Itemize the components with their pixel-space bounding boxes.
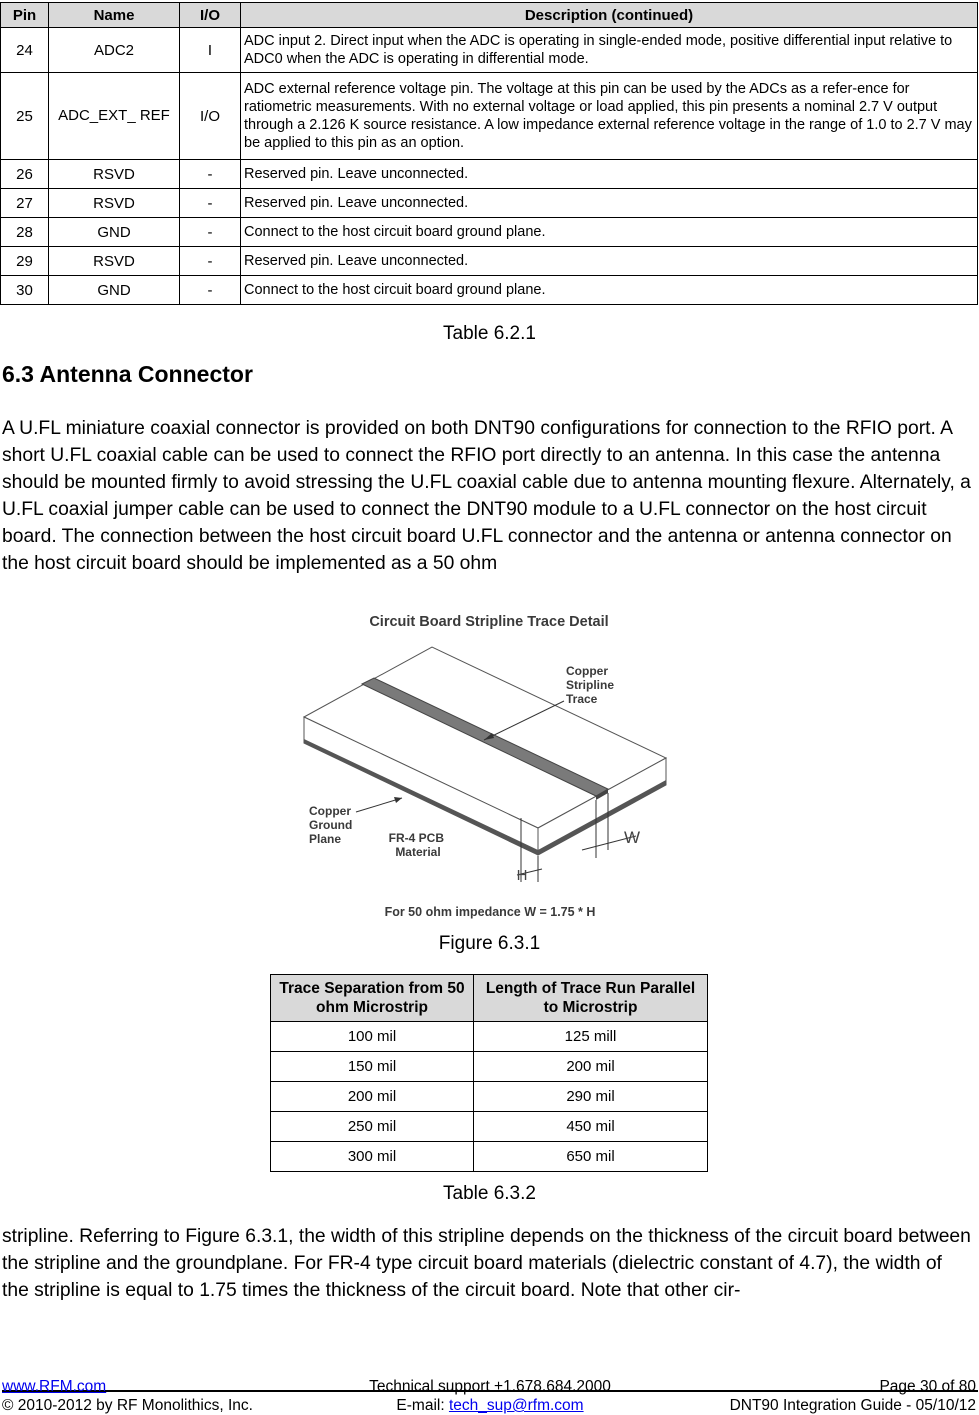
pin-cell: 28 bbox=[1, 218, 49, 247]
pin-table-header bbox=[1, 3, 978, 28]
email-link[interactable]: tech_sup@rfm.com bbox=[448, 1397, 584, 1414]
table-row bbox=[1, 247, 978, 276]
trace-label-line-2: Stripline bbox=[566, 678, 615, 692]
footer-right bbox=[730, 1377, 976, 1415]
support-phone: Technical support +1.678.684.2000 bbox=[369, 1378, 611, 1395]
pin-cell: 27 bbox=[1, 189, 49, 218]
separation-cell: 200 mil bbox=[271, 1082, 474, 1112]
continuation-paragraph: stripline. Referring to Figure 6.3.1, the width of this stripline depends on the thickness of the circuit board between the stripline and the groundplane. For FR-4 type circuit board materials (dielectric constant of 4.7), the width of the stripline is equal to 1.75 times the thickness of the circuit board. Note that other cir- bbox=[2, 1226, 971, 1301]
section-heading: 6.3 Antenna Connector bbox=[2, 361, 253, 387]
pin-cell: 29 bbox=[1, 247, 49, 276]
pin-cell: 25 bbox=[1, 73, 49, 160]
figure-caption: Figure 6.3.1 bbox=[438, 933, 541, 954]
table-row bbox=[1, 276, 978, 305]
pin-table bbox=[0, 2, 978, 305]
material-label-line-1: FR-4 PCB bbox=[388, 831, 444, 845]
separation-cell: 250 mil bbox=[271, 1112, 474, 1142]
h-label: H bbox=[516, 867, 528, 884]
description-cell: ADC external reference voltage pin. The voltage at this pin can be used by the ADCs as a refer-ence for ratiometric measurements. With no external voltage or load applied, this pin presents a nominal 2.7 V output through a 2.126 K source resistance. A low impedance external reference voltage in the range of 1.0 to 2.7 V may be applied to this pin as an option. bbox=[241, 73, 978, 160]
name-cell bbox=[49, 73, 180, 160]
table-row bbox=[1, 160, 978, 189]
trace-label-line-1: Copper bbox=[566, 664, 608, 678]
name-cell: RSVD bbox=[49, 247, 180, 276]
description-cell: Connect to the host circuit board ground plane. bbox=[241, 276, 978, 305]
trace-label-line-3: Trace bbox=[566, 692, 598, 706]
description-cell: Connect to the host circuit board ground plane. bbox=[241, 218, 978, 247]
table-row bbox=[271, 1112, 708, 1142]
material-label-line-2: Material bbox=[395, 845, 441, 859]
ground-label-line-2: Ground bbox=[309, 818, 353, 832]
table-row bbox=[1, 218, 978, 247]
io-cell: - bbox=[180, 276, 241, 305]
header-name: Name bbox=[49, 3, 180, 28]
ground-label bbox=[309, 804, 356, 846]
separation-cell: 100 mil bbox=[271, 1022, 474, 1052]
section-paragraph: A U.FL miniature coaxial connector is provided on both DNT90 configurations for connection to the RFIO port. A short U.FL coaxial cable can be used to connect the RFIO port directly to an antenna. In this case the antenna should be mounted firmly to avoid stressing the U.FL coaxial cable due to antenna mounting flexure. Alternately, a U.FL coaxial jumper cable can be used to connect the DNT90 module to a U.FL connector on the host circuit board. The connection between the host circuit board U.FL connector and the antenna or antenna connector on the host circuit board should be implemented as a 50 ohm bbox=[2, 418, 971, 574]
table-row bbox=[271, 1052, 708, 1082]
description-cell: Reserved pin. Leave unconnected. bbox=[241, 247, 978, 276]
header-length: Length of Trace Run Parallel to Microstrip bbox=[474, 975, 708, 1022]
figure-title: Circuit Board Stripline Trace Detail bbox=[369, 614, 609, 630]
io-cell: I bbox=[180, 28, 241, 73]
material-label bbox=[389, 831, 448, 859]
pin-cell: 24 bbox=[1, 28, 49, 73]
impedance-note: For 50 ohm impedance W = 1.75 * H bbox=[384, 905, 596, 919]
ground-label-line-3: Plane bbox=[309, 832, 342, 846]
email-label: E-mail: bbox=[396, 1397, 449, 1414]
table-row bbox=[1, 189, 978, 218]
trace-table-header bbox=[271, 975, 708, 1022]
header-pin: Pin bbox=[1, 3, 49, 28]
separation-cell: 150 mil bbox=[271, 1052, 474, 1082]
trace-label bbox=[566, 664, 617, 706]
trace-table-caption: Table 6.3.2 bbox=[443, 1183, 536, 1204]
length-cell: 450 mil bbox=[474, 1112, 708, 1142]
description-cell: Reserved pin. Leave unconnected. bbox=[241, 160, 978, 189]
stripline-figure bbox=[290, 600, 690, 925]
description-cell: Reserved pin. Leave unconnected. bbox=[241, 189, 978, 218]
io-cell: I/O bbox=[180, 73, 241, 160]
io-cell: - bbox=[180, 218, 241, 247]
length-cell: 125 mill bbox=[474, 1022, 708, 1052]
table-row bbox=[271, 1022, 708, 1052]
trace-table bbox=[270, 974, 708, 1172]
name-cell: ADC2 bbox=[49, 28, 180, 73]
ground-arrowhead bbox=[394, 797, 402, 803]
name-cell: GND bbox=[49, 276, 180, 305]
pin-cell: 26 bbox=[1, 160, 49, 189]
table-row bbox=[271, 1142, 708, 1172]
table-row bbox=[271, 1082, 708, 1112]
footer-center bbox=[300, 1377, 680, 1415]
io-cell: - bbox=[180, 160, 241, 189]
table-row bbox=[1, 73, 978, 160]
w-label: W bbox=[623, 828, 641, 847]
doc-title: DNT90 Integration Guide - 05/10/12 bbox=[729, 1397, 976, 1414]
website-link[interactable]: www.RFM.com bbox=[2, 1378, 107, 1395]
name-cell: RSVD bbox=[49, 160, 180, 189]
length-cell: 650 mil bbox=[474, 1142, 708, 1172]
header-description: Description (continued) bbox=[241, 3, 978, 28]
table-row bbox=[1, 28, 978, 73]
io-cell: - bbox=[180, 189, 241, 218]
separation-cell: 300 mil bbox=[271, 1142, 474, 1172]
pin-cell: 30 bbox=[1, 276, 49, 305]
header-io: I/O bbox=[180, 3, 241, 28]
footer-left bbox=[2, 1377, 253, 1415]
length-cell: 200 mil bbox=[474, 1052, 708, 1082]
name-cell: GND bbox=[49, 218, 180, 247]
name-cell: RSVD bbox=[49, 189, 180, 218]
header-separation: Trace Separation from 50 ohm Microstrip bbox=[271, 975, 474, 1022]
name-cell-text: ADC_EXT_ REF bbox=[58, 107, 170, 124]
table-caption: Table 6.2.1 bbox=[443, 323, 536, 344]
ground-label-line-1: Copper bbox=[309, 804, 351, 818]
length-cell: 290 mil bbox=[474, 1082, 708, 1112]
page-number: Page 30 of 80 bbox=[879, 1378, 976, 1395]
io-cell: - bbox=[180, 247, 241, 276]
description-cell: ADC input 2. Direct input when the ADC is operating in single-ended mode, positive differential input relative to ADC0 when the ADC is operating in differential mode. bbox=[241, 28, 978, 73]
copyright: © 2010-2012 by RF Monolithics, Inc. bbox=[2, 1397, 253, 1414]
